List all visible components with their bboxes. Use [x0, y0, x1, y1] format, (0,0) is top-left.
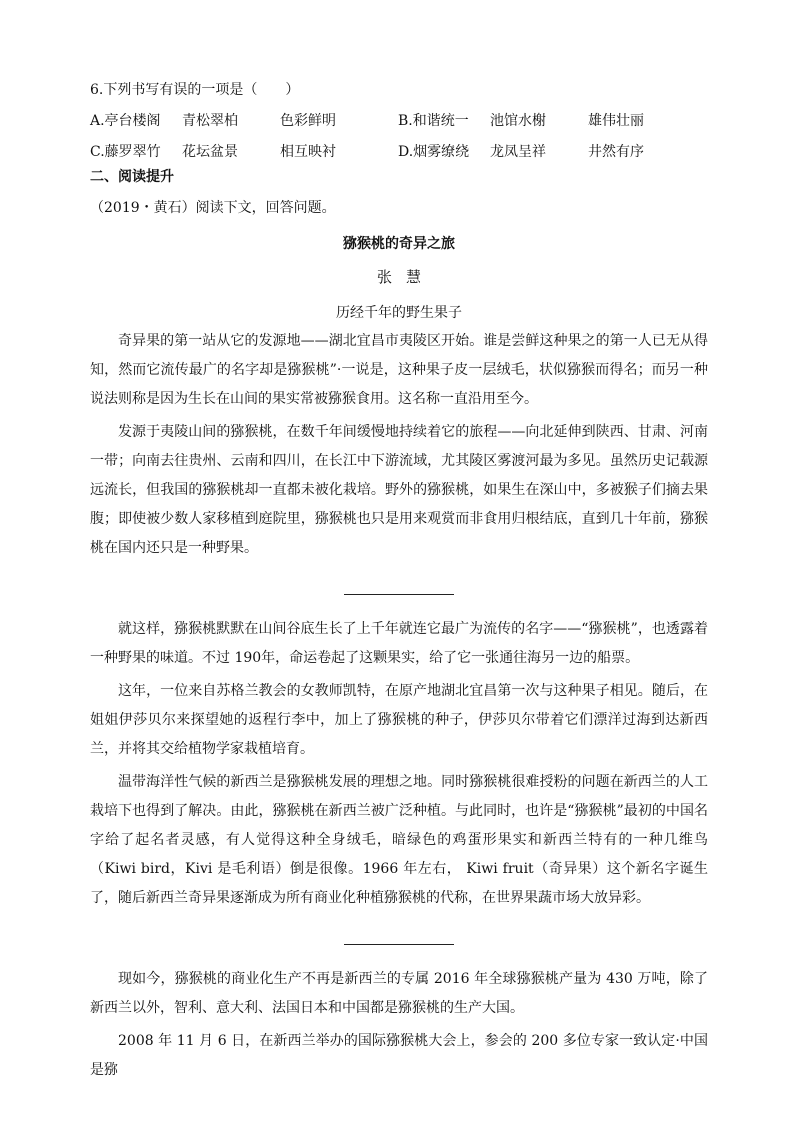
option-a — [90, 111, 398, 131]
question-options — [90, 111, 708, 162]
option-b-word-3: 雄伟壮丽 — [588, 113, 644, 129]
option-d-label: D.烟雾缭绕 — [398, 144, 470, 160]
option-b — [398, 111, 644, 131]
options-row-2 — [90, 142, 708, 162]
document-page — [90, 80, 708, 1085]
option-d-word-3: 井然有序 — [588, 144, 644, 160]
paragraph: 发源于夷陵山间的猕猴桃，在数千年间缓慢地持续着它的旅程——向北延伸到陕西、甘肃、河南一带；向南去往贵州、云南和四川，在长江中下游流域，尤其陵区雾渡河最为多见。虽然历史记载源远流长，但我国的猕猴桃却一直都未被化栽培。野外的猕猴桃，如果生在深山中，多被猴子们摘去果腹；即使被少数人家移植到庭院里，猕猴桃也只是用来观赏而非食用归根结底，直到几十年前，猕猴桃在国内还只是一种野果。 — [90, 424, 708, 556]
article-title: 猕猴桃的奇异之旅 — [343, 236, 455, 252]
option-c-label: C.藤罗翠竹 — [90, 144, 161, 160]
option-d — [398, 142, 644, 162]
option-c — [90, 142, 398, 162]
option-b-word-2: 池馆水榭 — [490, 113, 546, 129]
source-line: （2019・黄石）阅读下文，回答问题。 — [90, 200, 336, 216]
option-d-word-2: 龙凤呈祥 — [490, 144, 546, 160]
part1-heading: 历经千年的野生果子 — [336, 305, 462, 321]
paragraph: 就这样，猕猴桃默默在山间谷底生长了上千年就连它最广为流传的名字——“猕猴桃”，也透露着一种野果的味道。不过 190年，命运卷起了这颗果实，给了它一张通往海另一边的船票。 — [90, 621, 708, 666]
option-c-word-2: 花坛盆景 — [182, 144, 238, 160]
option-a-word-3: 色彩鲜明 — [280, 113, 336, 129]
option-c-word-3: 相互映衬 — [280, 144, 336, 160]
section-divider — [344, 594, 454, 595]
paragraph: 奇异果的第一站从它的发源地——湖北宜昌市夷陵区开始。谁是尝鲜这种果之的第一人已无从得知，然而它流传最广的名字却是猕猴桃”·一说是，这种果子皮一层绒毛，状似猕猴而得名；而另一种说法则称是因为生长在山间的果实常被猕猴食用。这名称一直沿用至今。 — [90, 333, 708, 407]
paragraph: 现如今，猕猴桃的商业化生产不再是新西兰的专属 2016 年全球猕猴桃产量为 430 万吨，除了新西兰以外，智利、意大利、法国日本和中国都是猕猴桃的生产大国。 — [90, 971, 708, 1016]
paragraph: 温带海洋性气候的新西兰是猕猴桃发展的理想之地。同时猕猴桃很难授粉的问题在新西兰的人工栽培下也得到了解决。由此，猕猴桃在新西兰被广泛种植。与此同时，也许是“猕猴桃”最初的中国名字给了起名者灵感，有人觉得这种全身绒毛，暗绿色的鸡蛋形果实和新西兰特有的一种几维鸟（Kiwi bird，Kivi 是毛利语）倒是很像。1966 年左右， Kiwi fruit（奇异果）这个新名字诞生了，随后新西兰奇异果逐渐成为所有商业化种植猕猴桃的代称，在世界果蔬市场大放异彩。 — [90, 774, 708, 906]
section-heading: 二、阅读提升 — [90, 169, 174, 185]
question-title: 6.下列书写有误的一项是（ ） — [90, 82, 300, 98]
paragraph: 这年，一位来自苏格兰教会的女教师凯特，在原产地湖北宜昌第一次与这种果子相见。随后，在姐姐伊莎贝尔来探望她的返程行李中，加上了猕猴桃的种子，伊莎贝尔带着它们漂洋过海到达新西兰，并将其交给植物学家栽植培育。 — [90, 683, 708, 757]
section-divider — [344, 944, 454, 945]
option-b-label: B.和谐统一 — [398, 113, 469, 129]
option-a-label: A.亭台楼阁 — [90, 113, 161, 129]
options-row-1 — [90, 111, 708, 131]
paragraph: 2008 年 11 月 6 日，在新西兰举办的国际猕猴桃大会上，参会的 200 多位专家一致认定·中国是猕 — [90, 1033, 708, 1078]
option-a-word-2: 青松翠柏 — [182, 113, 238, 129]
article-author: 张慧 — [376, 268, 435, 286]
